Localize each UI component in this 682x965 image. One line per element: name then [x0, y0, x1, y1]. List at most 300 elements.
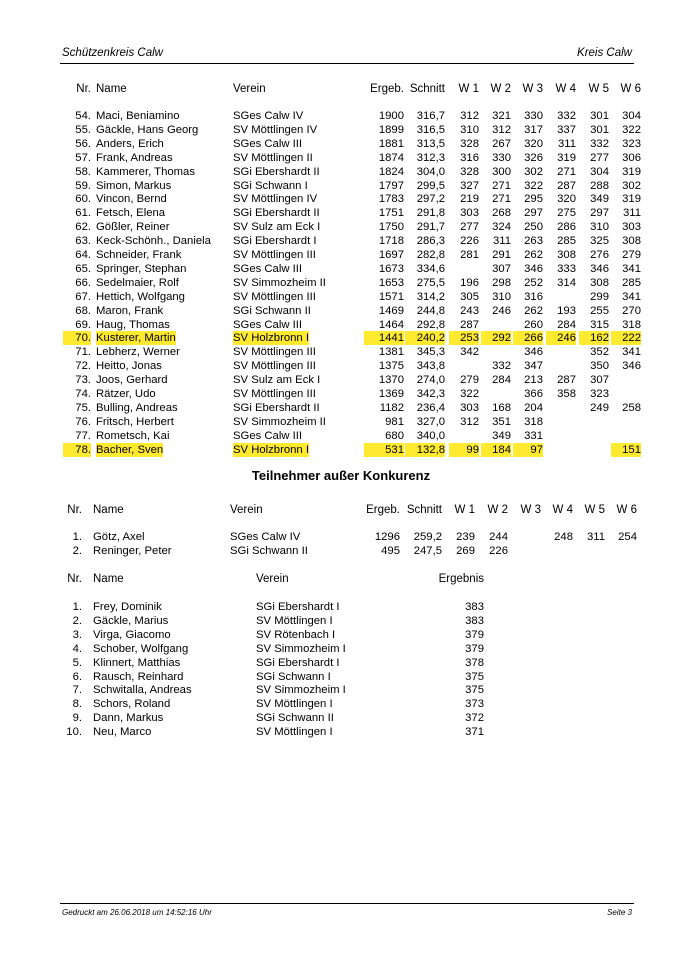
cell-verein: SGi Ebershardt I — [256, 601, 340, 613]
page-footer — [60, 903, 634, 918]
table-row — [0, 220, 682, 234]
table-header-row — [0, 572, 682, 586]
cell-w5: 277 — [590, 151, 609, 164]
table-row — [0, 544, 682, 558]
cell-nr: 64. — [75, 249, 91, 261]
cell-ergebnis: 375 — [465, 670, 484, 683]
cell-nr: 8. — [72, 698, 82, 711]
cell-nr: 74. — [75, 388, 91, 400]
table-row — [0, 656, 682, 670]
cell-ergeb: 1783 — [378, 193, 404, 206]
cell-w2: 267 — [492, 137, 511, 150]
cell-verein: SV Möttlingen III — [233, 346, 316, 359]
cell-nr: 58. — [75, 165, 91, 178]
cell-w5: 346 — [590, 262, 609, 275]
table-row — [0, 192, 682, 206]
cell-w3: 297 — [524, 207, 543, 220]
cell-w6: 323 — [622, 137, 641, 150]
cell-nr: 73. — [75, 374, 91, 387]
cell-verein: SV Möttlingen III — [233, 249, 316, 261]
cell-name: Kusterer, Martin — [96, 332, 176, 345]
column-header: Ergebnis — [438, 573, 484, 585]
cell-schnitt: 316,7 — [416, 110, 445, 122]
column-header: W 4 — [552, 504, 573, 516]
cell-w1: 239 — [456, 531, 475, 543]
cell-w1: 316 — [460, 151, 479, 164]
cell-name: Bacher, Sven — [96, 443, 164, 456]
cell-w2: 324 — [492, 221, 511, 234]
cell-w2: 330 — [492, 151, 511, 164]
cell-name: Gäckle, Hans Georg — [96, 123, 199, 136]
cell-verein: SV Holzbronn I — [233, 443, 309, 456]
cell-w2: 292 — [481, 331, 511, 345]
table-row — [0, 415, 682, 429]
cell-name: Virga, Giacomo — [93, 628, 171, 641]
cell-w6: 319 — [622, 193, 641, 206]
column-header: Name — [93, 573, 124, 585]
cell-w5: 352 — [590, 346, 609, 359]
cell-w3: 346 — [524, 346, 543, 359]
cell-name: Reninger, Peter — [93, 545, 172, 557]
cell-verein: SV Möttlingen I — [256, 614, 333, 627]
cell-name: Vincon, Bernd — [96, 193, 167, 206]
cell-w4: 275 — [557, 207, 576, 220]
table-row — [0, 304, 682, 318]
cell-nr: 57. — [75, 151, 91, 164]
table-row — [0, 234, 682, 248]
cell-name: Maci, Beniamino — [96, 110, 180, 122]
cell-w3: 262 — [524, 304, 543, 317]
cell-w1: 322 — [460, 388, 479, 400]
cell-ergebnis: 378 — [465, 656, 484, 669]
cell-nr: 3. — [72, 628, 82, 641]
cell-w6: 303 — [622, 221, 641, 234]
header-right: Kreis Calw — [577, 47, 632, 59]
cell-ergeb: 1750 — [378, 221, 404, 234]
table-row — [0, 443, 682, 457]
cell-w2: 349 — [492, 429, 511, 442]
cell-ergeb: 1182 — [379, 401, 404, 414]
cell-verein: SV Sulz am Eck I — [233, 374, 321, 387]
column-header: Ergeb. — [370, 83, 404, 95]
cell-w2: 284 — [492, 374, 511, 387]
cell-w2: 246 — [492, 304, 511, 317]
cell-schnitt: 340,0 — [416, 429, 445, 442]
cell-ergebnis: 379 — [465, 642, 484, 655]
table-row — [0, 331, 682, 345]
cell-ergeb: 1797 — [378, 179, 404, 192]
cell-ergeb: 1441 — [364, 331, 404, 345]
cell-w3: 295 — [524, 193, 543, 206]
table-row — [0, 151, 682, 165]
footer-page-number: Seite 3 — [607, 908, 632, 917]
cell-schnitt: 286,3 — [416, 235, 445, 248]
cell-ergeb: 531 — [364, 443, 404, 457]
table-row — [0, 165, 682, 179]
cell-w4: 311 — [557, 137, 576, 150]
cell-schnitt: 299,5 — [416, 179, 445, 192]
table-row — [0, 248, 682, 262]
cell-name: Fritsch, Herbert — [96, 415, 174, 428]
cell-ergeb: 981 — [385, 415, 404, 428]
cell-nr: 63. — [75, 235, 91, 248]
cell-w2: 268 — [492, 207, 511, 220]
cell-w4: 287 — [557, 179, 576, 192]
cell-nr: 71. — [75, 346, 91, 359]
cell-w2: 351 — [492, 415, 511, 428]
cell-w4: 333 — [557, 262, 576, 275]
cell-nr: 1. — [72, 601, 82, 613]
cell-schnitt: 312,3 — [416, 151, 445, 164]
cell-verein: SV Sulz am Eck I — [233, 221, 321, 234]
cell-ergeb: 1464 — [378, 318, 404, 331]
cell-verein: SV Simmozheim II — [233, 415, 326, 428]
cell-name: Maron, Frank — [96, 304, 164, 317]
cell-verein: SV Möttlingen I — [256, 698, 333, 711]
cell-w5: 301 — [590, 110, 609, 122]
cell-w6: 341 — [622, 346, 641, 359]
cell-schnitt: 240,2 — [405, 331, 445, 345]
cell-w6: 270 — [622, 304, 641, 317]
column-header: W 3 — [520, 504, 541, 516]
cell-nr: 70. — [63, 331, 91, 345]
cell-ergeb: 1653 — [378, 276, 404, 289]
cell-ergebnis: 371 — [465, 726, 484, 739]
cell-verein: SGi Ebershardt II — [233, 401, 320, 414]
cell-ergebnis: 383 — [465, 601, 484, 613]
cell-w3: 213 — [524, 374, 543, 387]
cell-ergeb: 1697 — [378, 249, 404, 261]
cell-nr: 54. — [75, 110, 91, 122]
cell-schnitt: 282,8 — [416, 249, 445, 261]
cell-nr: 10. — [66, 726, 82, 739]
cell-w3: 263 — [524, 235, 543, 248]
cell-w1: 99 — [449, 443, 479, 457]
cell-name: Rätzer, Udo — [96, 388, 156, 400]
cell-verein: SGes Calw III — [233, 262, 303, 275]
column-header: Name — [93, 504, 124, 516]
cell-w3: 252 — [524, 276, 543, 289]
cell-w3: 97 — [513, 443, 543, 457]
cell-w1: 303 — [460, 207, 479, 220]
table-row — [0, 711, 682, 725]
cell-nr: 75. — [75, 401, 91, 414]
cell-w2: 168 — [492, 401, 511, 414]
cell-verein: SV Holzbronn I — [233, 332, 309, 345]
cell-ergeb: 1874 — [378, 151, 404, 164]
table-row — [0, 345, 682, 359]
cell-w6: 308 — [622, 235, 641, 248]
cell-nr: 61. — [75, 207, 91, 220]
cell-w4: 358 — [557, 388, 576, 400]
cell-verein: SGes Calw III — [233, 137, 303, 150]
cell-name: Kammerer, Thomas — [96, 165, 195, 178]
cell-verein: SV Möttlingen IV — [233, 123, 318, 136]
cell-ergeb: 1899 — [378, 123, 404, 136]
cell-verein: SGi Schwann I — [233, 179, 308, 192]
cell-schnitt: 244,8 — [416, 304, 445, 317]
cell-verein: SV Simmozheim I — [256, 642, 346, 655]
cell-ergebnis: 373 — [465, 698, 484, 711]
cell-name: Schneider, Frank — [96, 249, 182, 261]
cell-w2: 300 — [492, 165, 511, 178]
cell-nr: 2. — [72, 545, 82, 557]
table-row — [0, 290, 682, 304]
cell-verein: SGi Schwann II — [230, 545, 308, 557]
cell-w1: 328 — [460, 137, 479, 150]
cell-name: Gäckle, Marius — [93, 614, 169, 627]
cell-w3: 262 — [524, 249, 543, 261]
cell-ergeb: 1369 — [378, 388, 404, 400]
cell-w1: 305 — [460, 290, 479, 303]
table-row — [0, 359, 682, 373]
cell-ergeb: 1381 — [378, 346, 404, 359]
cell-ergeb: 1718 — [378, 235, 404, 248]
cell-name: Rometsch, Kai — [96, 429, 170, 442]
column-header: W 5 — [584, 504, 605, 516]
cell-nr: 66. — [75, 276, 91, 289]
cell-name: Lebherz, Werner — [96, 346, 180, 359]
cell-w6: 302 — [622, 179, 641, 192]
cell-name: Joos, Gerhard — [96, 374, 168, 387]
cell-name: Simon, Markus — [96, 179, 172, 192]
cell-w6: 304 — [622, 110, 641, 122]
cell-w1: 253 — [449, 331, 479, 345]
cell-w1: 312 — [460, 415, 479, 428]
table-row — [0, 670, 682, 684]
cell-w6: 346 — [622, 360, 641, 373]
cell-ergeb: 680 — [385, 429, 404, 442]
cell-verein: SGes Calw III — [233, 318, 303, 331]
cell-w4: 314 — [557, 276, 576, 289]
cell-w2: 226 — [489, 545, 508, 557]
cell-w4: 271 — [557, 165, 576, 178]
cell-w4: 284 — [557, 318, 576, 331]
cell-w4: 286 — [557, 221, 576, 234]
cell-nr: 56. — [75, 137, 91, 150]
cell-nr: 60. — [75, 193, 91, 206]
cell-nr: 77. — [75, 429, 91, 442]
table-row — [0, 683, 682, 697]
cell-name: Rausch, Reinhard — [93, 670, 184, 683]
cell-w1: 196 — [460, 276, 479, 289]
cell-name: Frey, Dominik — [93, 601, 162, 613]
cell-w1: 327 — [460, 179, 479, 192]
table-row — [0, 387, 682, 401]
cell-w6: 279 — [622, 249, 641, 261]
cell-schnitt: 275,5 — [416, 276, 445, 289]
cell-name: Springer, Stephan — [96, 262, 187, 275]
cell-w5: 307 — [590, 374, 609, 387]
cell-w6: 341 — [622, 290, 641, 303]
cell-verein: SV Möttlingen I — [256, 726, 333, 739]
cell-name: Schors, Roland — [93, 698, 171, 711]
cell-w5: 315 — [590, 318, 609, 331]
cell-schnitt: 247,5 — [413, 545, 442, 557]
cell-schnitt: 343,8 — [416, 360, 445, 373]
cell-w3: 302 — [524, 165, 543, 178]
cell-schnitt: 274,0 — [416, 374, 445, 387]
cell-w3: 260 — [524, 318, 543, 331]
cell-nr: 67. — [75, 290, 91, 303]
cell-ergebnis: 372 — [465, 712, 484, 725]
cell-schnitt: 334,6 — [416, 262, 445, 275]
cell-name: Sedelmaier, Rolf — [96, 276, 179, 289]
footer-print-date: Gedruckt am 26.06.2018 um 14:52:16 Uhr — [62, 908, 212, 917]
cell-name: Anders, Erich — [96, 137, 164, 150]
table-row — [0, 697, 682, 711]
cell-ergeb: 1469 — [378, 304, 404, 317]
cell-w1: 219 — [460, 193, 479, 206]
cell-w5: 301 — [590, 123, 609, 136]
cell-verein: SV Möttlingen III — [233, 360, 316, 373]
cell-w1: 328 — [460, 165, 479, 178]
cell-verein: SV Rötenbach I — [256, 628, 336, 641]
cell-w6: 318 — [622, 318, 641, 331]
cell-w5: 162 — [579, 331, 609, 345]
cell-w2: 312 — [492, 123, 511, 136]
cell-nr: 1. — [72, 531, 82, 543]
cell-schnitt: 291,8 — [416, 207, 445, 220]
cell-ergeb: 1370 — [378, 374, 404, 387]
cell-verein: SGi Schwann II — [233, 304, 311, 317]
cell-ergebnis: 383 — [465, 614, 484, 627]
column-header: Nr. — [67, 573, 82, 585]
cell-w5: 255 — [590, 304, 609, 317]
cell-schnitt: 292,8 — [416, 318, 445, 331]
cell-schnitt: 259,2 — [413, 531, 442, 543]
column-header: Schnitt — [406, 504, 442, 516]
cell-ergeb: 1296 — [374, 531, 400, 543]
table-row — [0, 628, 682, 642]
cell-w5: 350 — [590, 360, 609, 373]
cell-w5: 288 — [590, 179, 609, 192]
table-row — [0, 725, 682, 739]
cell-w3: 326 — [524, 151, 543, 164]
cell-name: Klinnert, Matthias — [93, 656, 181, 669]
cell-w3: 347 — [524, 360, 543, 373]
cell-verein: SGes Calw IV — [230, 531, 301, 543]
table-row — [0, 179, 682, 193]
cell-w4: 248 — [554, 531, 573, 543]
cell-ergeb: 1751 — [378, 207, 404, 220]
cell-w3: 204 — [524, 401, 543, 414]
cell-verein: SV Möttlingen III — [233, 388, 316, 400]
cell-w1: 342 — [460, 346, 479, 359]
table-row — [0, 614, 682, 628]
table-row — [0, 109, 682, 123]
cell-schnitt: 342,3 — [416, 388, 445, 400]
column-header: W 1 — [458, 83, 479, 95]
header-left: Schützenkreis Calw — [62, 47, 163, 59]
cell-w2: 332 — [492, 360, 511, 373]
column-header: Name — [96, 83, 127, 95]
cell-name: Bulling, Andreas — [96, 401, 178, 414]
cell-w1: 277 — [460, 221, 479, 234]
table-row — [0, 373, 682, 387]
cell-schnitt: 316,5 — [416, 123, 445, 136]
cell-w4: 285 — [557, 235, 576, 248]
cell-schnitt: 297,2 — [416, 193, 445, 206]
cell-verein: SGes Calw IV — [233, 110, 304, 122]
page-header — [60, 47, 634, 64]
cell-w5: 332 — [590, 137, 609, 150]
table-row — [0, 262, 682, 276]
cell-w3: 266 — [513, 331, 543, 345]
cell-nr: 4. — [72, 642, 82, 655]
column-header: W 2 — [490, 83, 511, 95]
table-header-row — [0, 503, 682, 517]
cell-schnitt: 327,0 — [416, 415, 445, 428]
cell-nr: 68. — [75, 304, 91, 317]
cell-w1: 226 — [460, 235, 479, 248]
cell-w3: 317 — [524, 123, 543, 136]
cell-w1: 312 — [460, 110, 479, 122]
table-row — [0, 137, 682, 151]
cell-verein: SGi Ebershardt II — [233, 165, 320, 178]
cell-w1: 303 — [460, 401, 479, 414]
cell-verein: SGi Ebershardt I — [256, 656, 340, 669]
cell-w5: 308 — [590, 276, 609, 289]
cell-w6: 306 — [622, 151, 641, 164]
cell-nr: 65. — [75, 262, 91, 275]
cell-w4: 332 — [557, 110, 576, 122]
cell-w5: 297 — [590, 207, 609, 220]
cell-w5: 323 — [590, 388, 609, 400]
cell-verein: SV Simmozheim I — [256, 684, 346, 697]
cell-ergebnis: 375 — [465, 684, 484, 697]
cell-nr: 69. — [75, 318, 91, 331]
cell-w4: 287 — [557, 374, 576, 387]
table-row — [0, 276, 682, 290]
cell-w3: 331 — [524, 429, 543, 442]
cell-w6: 285 — [622, 276, 641, 289]
cell-nr: 5. — [72, 656, 82, 669]
table-row — [0, 642, 682, 656]
column-header: W 6 — [620, 83, 641, 95]
column-header: Nr. — [76, 83, 91, 95]
cell-name: Schwitalla, Andreas — [93, 684, 192, 697]
table-row — [0, 318, 682, 332]
cell-w2: 311 — [492, 235, 511, 248]
cell-name: Götz, Axel — [93, 531, 145, 543]
cell-w4: 337 — [557, 123, 576, 136]
cell-w5: 304 — [590, 165, 609, 178]
cell-w3: 346 — [524, 262, 543, 275]
cell-verein: SV Simmozheim II — [233, 276, 326, 289]
cell-w5: 249 — [590, 401, 609, 414]
cell-schnitt: 132,8 — [405, 443, 445, 457]
cell-w6: 341 — [622, 262, 641, 275]
cell-w6: 311 — [622, 207, 641, 220]
cell-name: Schober, Wolfgang — [93, 642, 189, 655]
cell-ergeb: 1571 — [378, 290, 404, 303]
cell-ergeb: 1881 — [378, 137, 404, 150]
cell-w1: 243 — [460, 304, 479, 317]
cell-w6: 319 — [622, 165, 641, 178]
cell-schnitt: 291,7 — [416, 221, 445, 234]
column-header: W 2 — [487, 504, 508, 516]
cell-nr: 78. — [63, 443, 91, 457]
column-header: W 3 — [522, 83, 543, 95]
column-header: Ergeb. — [366, 504, 400, 516]
cell-verein: SV Möttlingen II — [233, 151, 313, 164]
table-row — [0, 206, 682, 220]
cell-nr: 55. — [75, 123, 91, 136]
cell-verein: SGes Calw III — [233, 429, 303, 442]
cell-w1: 279 — [460, 374, 479, 387]
table-row — [0, 401, 682, 415]
